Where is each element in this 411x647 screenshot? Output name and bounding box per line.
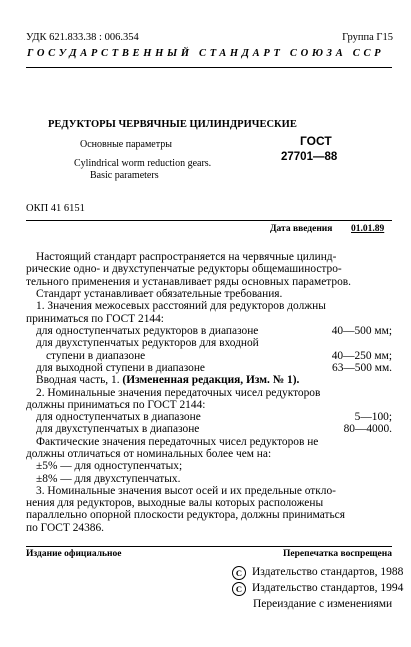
row-label: для одноступенчатых в диапазоне xyxy=(36,411,201,423)
distance-row-output-stage xyxy=(36,362,392,374)
standard-banner: ГОСУДАРСТВЕННЫЙ СТАНДАРТ СОЮЗА ССР xyxy=(27,48,385,59)
reissue-note: Переиздание с изменениями xyxy=(253,598,393,610)
english-title-line-2: Basic parameters xyxy=(90,170,159,181)
paragraph-6-line-3: ±5% — для одноступенчатых; xyxy=(36,460,183,472)
udc-code: УДК 621.833.38 : 006.354 xyxy=(26,32,139,43)
intro-date-value: 01.01.89 xyxy=(351,224,385,234)
paragraph-7-line-2: нения для редукторов, выходные валы которых расположены xyxy=(26,497,324,509)
group-code: Группа Г15 xyxy=(342,32,393,43)
document-subtitle: Основные параметры xyxy=(80,139,172,150)
intro-date-label: Дата введения xyxy=(270,224,333,234)
row-label: для выходной ступени в диапазоне xyxy=(36,362,205,374)
paragraph-5-line-2: должны приниматься по ГОСТ 2144: xyxy=(26,399,206,411)
paragraph-3-line-1: 1. Значения межосевых расстояний для редукторов должны xyxy=(36,300,326,312)
paragraph-5-line-1: 2. Номинальные значения передаточных чисел редукторов xyxy=(36,387,321,399)
paragraph-6-line-1: Фактические значения передаточных чисел редукторов не xyxy=(36,436,319,448)
row-value: 40—500 мм; xyxy=(331,325,392,337)
paragraph-7-line-3: параллельно опорной плоскости редуктора, должны приниматься xyxy=(26,509,345,521)
distance-row-single-stage xyxy=(36,325,392,337)
gost-number: 27701—88 xyxy=(281,151,338,163)
copyright-line-2 xyxy=(232,582,403,596)
amendment-note xyxy=(36,374,299,386)
amendment-bold: (Измененная редакция, Изм. № 1). xyxy=(122,374,300,386)
copyright-text: Издательство стандартов, 1988 xyxy=(252,566,404,578)
paragraph-6-line-2: должны отличаться от номинальных более чем на: xyxy=(26,448,272,460)
row-label: ступени в диапазоне xyxy=(46,350,146,362)
reprint-prohibited: Перепечатка воспрещена xyxy=(282,549,392,559)
row-label: для двухступенчатых в диапазоне xyxy=(36,423,200,435)
okp-code: ОКП 41 6151 xyxy=(26,203,85,214)
document-title: РЕДУКТОРЫ ЧЕРВЯЧНЫЕ ЦИЛИНДРИЧЕСКИЕ xyxy=(48,119,297,130)
distance-row-two-stage-input xyxy=(46,350,392,362)
paragraph-7-line-4: по ГОСТ 24386. xyxy=(26,522,105,534)
amendment-text: Вводная часть, 1. xyxy=(36,374,120,386)
copyright-line-1 xyxy=(232,566,403,580)
official-edition: Издание официальное xyxy=(26,549,122,559)
ratio-row-two-stage xyxy=(36,423,392,435)
row-value: 63—500 мм. xyxy=(332,362,392,374)
header-rule xyxy=(26,67,392,68)
copyright-icon: С xyxy=(232,566,246,580)
paragraph-3-line-2: приниматься по ГОСТ 2144: xyxy=(26,313,164,325)
row-value: 80—4000. xyxy=(343,423,392,435)
gost-label: ГОСТ xyxy=(300,134,332,148)
ratio-row-single-stage xyxy=(36,411,392,423)
row-value: 40—250 мм; xyxy=(331,350,392,362)
paragraph-1-line-3: тельного применения и устанавливает ряды основных параметров. xyxy=(26,276,352,288)
distance-row-two-stage-line-1: для двухступенчатых редукторов для входной xyxy=(36,337,259,349)
paragraph-7-line-1: 3. Номинальные значения высот осей и их предельные откло- xyxy=(36,485,336,497)
english-title-line-1: Cylindrical worm reduction gears. xyxy=(74,158,212,169)
row-label: для одноступенчатых редукторов в диапазоне xyxy=(36,325,259,337)
row-value: 5—100; xyxy=(354,411,392,423)
paragraph-1-line-1: Настоящий стандарт распространяется на червячные цилинд- xyxy=(36,251,337,263)
paragraph-1-line-2: рические одно- и двухступенчатые редукторы общемашиностро- xyxy=(26,263,342,275)
paragraph-6-line-4: ±8% — для двухступенчатых. xyxy=(36,473,181,485)
footer-rule xyxy=(26,546,392,547)
copyright-icon: С xyxy=(232,582,246,596)
title-block-rule xyxy=(26,220,392,221)
paragraph-2: Стандарт устанавливает обязательные требования. xyxy=(36,288,283,300)
copyright-text: Издательство стандартов, 1994 xyxy=(252,582,404,594)
